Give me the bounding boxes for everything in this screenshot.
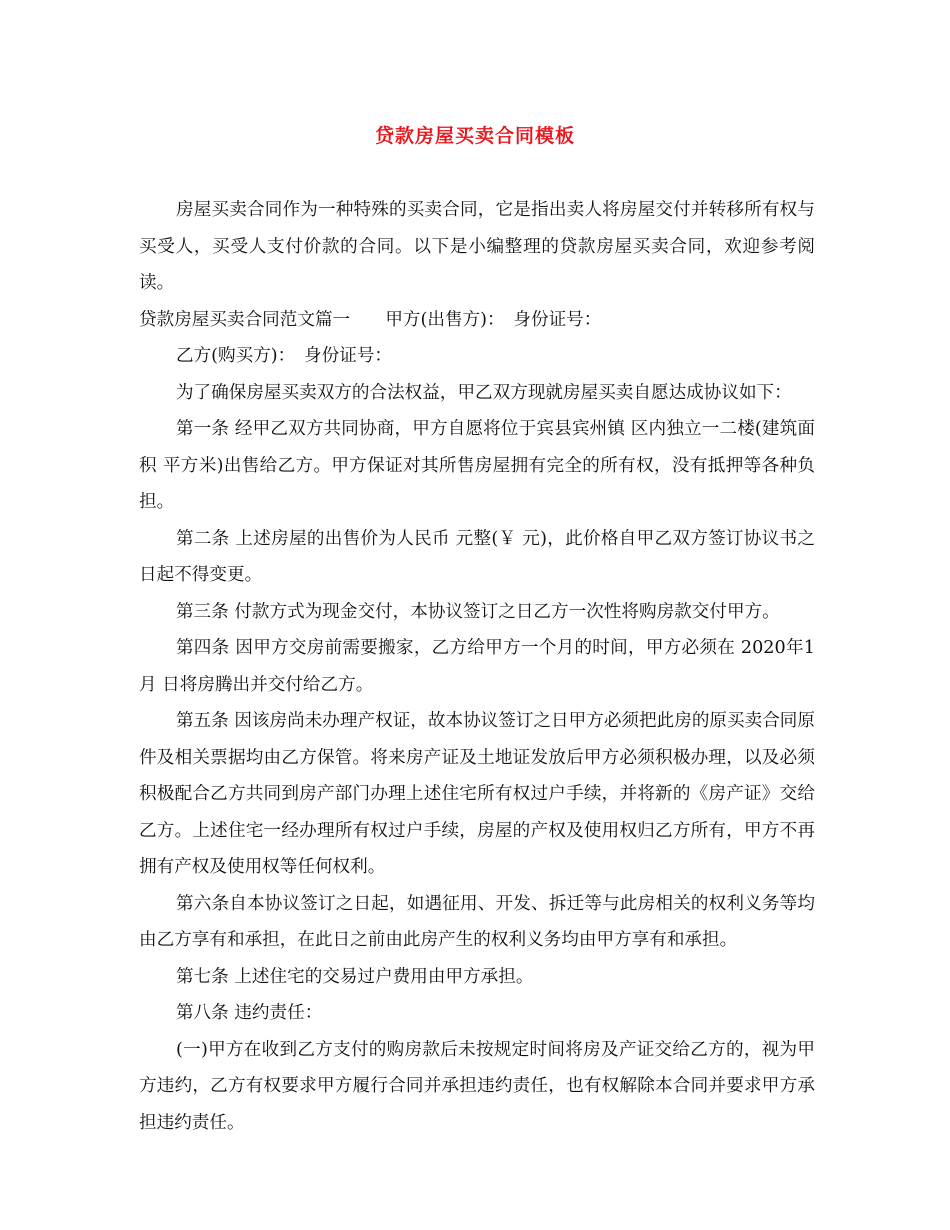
article-1: 第一条 经甲乙双方共同协商，甲方自愿将位于宾县宾州镇 区内独立一二楼(建筑面积 平方米)出售给乙方。甲方保证对其所售房屋拥有完全的所有权，没有抵押等各种负担。: [139, 419, 815, 512]
article-6: 第六条自本协议签订之日起，如遇征用、开发、拆迁等与此房相关的权利义务等均由乙方享有和承担，在此日之前由此房产生的权利义务均由甲方享有和承担。: [139, 893, 815, 950]
document-body: [139, 192, 815, 1141]
article-2: 第二条 上述房屋的出售价为人民币 元整(￥ 元)，此价格自甲乙双方签订协议书之日起不得变更。: [139, 528, 815, 585]
document-title: 贷款房屋买卖合同模板: [374, 125, 575, 147]
party-b-line: 乙方(购买方)： 身份证号：: [175, 346, 393, 366]
article-8-heading: 第八条 违约责任：: [175, 1003, 323, 1023]
article-3: 第三条 付款方式为现金交付，本协议签订之日乙方一次性将购房款交付甲方。: [175, 601, 780, 622]
article-8-clause-1: (一)甲方在收到乙方支付的购房款后未按规定时间将房及产证交给乙方的，视为甲方违约，乙方有权要求甲方履行合同并承担违约责任，也有权解除本合同并要求甲方承担违约责任。: [139, 1039, 815, 1133]
article-7: 第七条 上述住宅的交易过户费用由甲方承担。: [175, 966, 534, 987]
intro-paragraph: 房屋买卖合同作为一种特殊的买卖合同，它是指出卖人将房屋交付并转移所有权与买受人，买受人支付价款的合同。以下是小编整理的贷款房屋买卖合同，欢迎参考阅读。: [139, 200, 815, 293]
contract-heading-party-a: 贷款房屋买卖合同范文篇一 甲方(出售方)： 身份证号：: [139, 309, 602, 330]
article-4: 第四条 因甲方交房前需要搬家，乙方给甲方一个月的时间，甲方必须在 2020年1月 日将房腾出并交付给乙方。: [139, 638, 815, 695]
agreement-preamble: 为了确保房屋买卖双方的合法权益，甲乙双方现就房屋买卖自愿达成协议如下：: [175, 382, 792, 403]
article-5: 第五条 因该房尚未办理产权证，故本协议签订之日甲方必须把此房的原买卖合同原件及相关票据均由乙方保管。将来房产证及土地证发放后甲方必须积极办理，以及必须积极配合乙方共同到房产部门办理上述住宅所有权过户手续，并将新的《房产证》交给乙方。上述住宅一经办理所有权过户手续，房屋的产权及使用权归乙方所有，甲方不再拥有产权及使用权等任何权利。: [139, 711, 815, 877]
